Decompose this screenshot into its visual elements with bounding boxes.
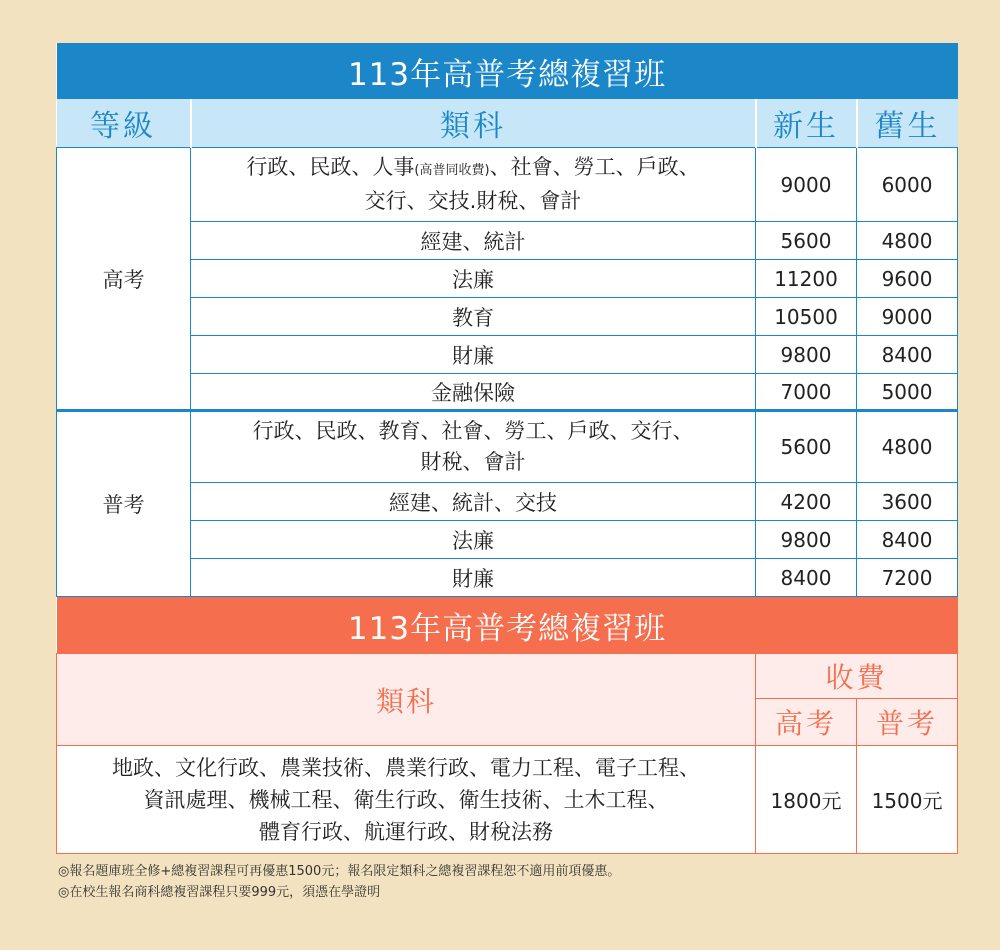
header-level: 等級	[57, 99, 191, 148]
price-junior-exam: 1500元	[857, 746, 958, 854]
price-new: 8400	[756, 559, 857, 597]
price-new: 11200	[756, 260, 857, 298]
tuition-table-main	[56, 43, 958, 597]
price-new: 9800	[756, 521, 857, 559]
tuition-table-other-categories	[56, 597, 958, 854]
category-cell: 財廉	[191, 559, 756, 597]
category-cell	[57, 746, 756, 854]
price-new: 9800	[756, 336, 857, 374]
table-title: 113年高普考總複習班	[57, 43, 958, 99]
table-row	[57, 336, 958, 374]
category-cell: 經建、統計、交技	[191, 483, 756, 521]
table-row	[57, 559, 958, 597]
price-returning: 8400	[857, 521, 958, 559]
price-returning: 7200	[857, 559, 958, 597]
table-row	[57, 746, 958, 854]
category-text: 交行、交技.財稅、會計	[364, 189, 582, 213]
price-returning: 6000	[857, 148, 958, 222]
category-cell: 經建、統計	[191, 222, 756, 260]
price-new: 5600	[756, 222, 857, 260]
price-returning: 9600	[857, 260, 958, 298]
category-cell: 教育	[191, 298, 756, 336]
table-header-row	[57, 654, 958, 699]
table-row	[57, 483, 958, 521]
table-row	[57, 411, 958, 483]
table-header-row	[57, 99, 958, 148]
price-returning: 3600	[857, 483, 958, 521]
price-new: 5600	[756, 411, 857, 483]
category-cell: 法廉	[191, 521, 756, 559]
table-row	[57, 222, 958, 260]
price-returning: 4800	[857, 411, 958, 483]
category-text: 資訊處理、機械工程、衛生行政、衛生技術、土木工程、	[143, 787, 669, 812]
category-text: 行政、民政、人事	[246, 155, 415, 179]
table-row	[57, 298, 958, 336]
header-fee: 收費	[756, 654, 958, 699]
category-cell: 法廉	[191, 260, 756, 298]
level-senior: 高考	[57, 148, 191, 411]
price-returning: 8400	[857, 336, 958, 374]
header-new-student: 新生	[756, 99, 857, 148]
footnotes	[58, 861, 620, 903]
table-title: 113年高普考總複習班	[57, 597, 958, 654]
category-cell	[191, 148, 756, 222]
category-text: 行政、民政、教育、社會、勞工、戶政、交行、	[252, 419, 694, 443]
category-text: 體育行政、航運行政、財稅法務	[259, 819, 553, 844]
header-category: 類科	[57, 654, 756, 746]
price-returning: 4800	[857, 222, 958, 260]
table-title-row	[57, 597, 958, 654]
price-returning: 9000	[857, 298, 958, 336]
category-cell: 財廉	[191, 336, 756, 374]
category-text: 財稅、會計	[420, 450, 526, 474]
price-new: 4200	[756, 483, 857, 521]
header-senior-exam: 高考	[756, 699, 857, 746]
footnote: ◎在校生報名商科總複習課程只要999元，須憑在學證明	[58, 885, 381, 900]
category-note: (高普同收費)	[414, 163, 490, 178]
price-senior-exam: 1800元	[756, 746, 857, 854]
price-new: 10500	[756, 298, 857, 336]
price-tables	[56, 43, 957, 854]
header-junior-exam: 普考	[857, 699, 958, 746]
category-cell: 金融保險	[191, 374, 756, 411]
table-row	[57, 260, 958, 298]
category-text: 地政、文化行政、農業技術、農業行政、電力工程、電子工程、	[112, 755, 700, 780]
level-junior: 普考	[57, 411, 191, 597]
price-new: 7000	[756, 374, 857, 411]
footnote: ◎報名題庫班全修+總複習課程可再優惠1500元；報名限定類科之總複習課程恕不適用前項優惠。	[58, 864, 621, 879]
price-returning: 5000	[857, 374, 958, 411]
category-text: 、社會、勞工、戶政、	[489, 155, 700, 179]
header-category: 類科	[191, 99, 756, 148]
table-row	[57, 148, 958, 222]
table-title-row	[57, 43, 958, 99]
header-returning-student: 舊生	[857, 99, 958, 148]
table-row	[57, 374, 958, 411]
price-new: 9000	[756, 148, 857, 222]
table-row	[57, 521, 958, 559]
category-cell	[191, 411, 756, 483]
